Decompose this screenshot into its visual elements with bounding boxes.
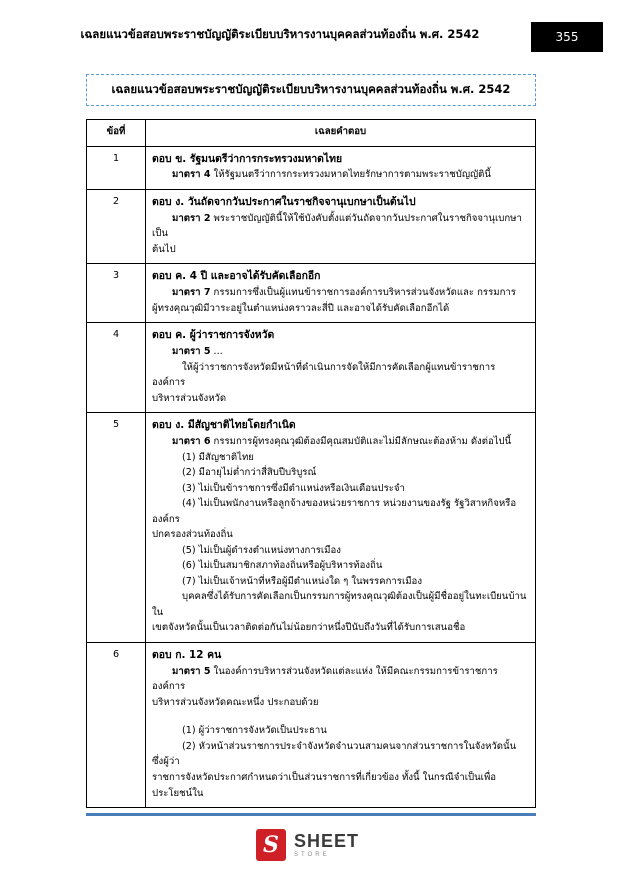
table-header	[87, 120, 536, 147]
footer-divider	[86, 813, 536, 816]
answer-line: ต้นไป	[152, 243, 176, 255]
answer-cell	[146, 189, 536, 263]
answer-line: (1) ผู้ว่าราชการจังหวัดเป็นประธาน	[182, 725, 327, 737]
answer-line: บุคคลซึ่งได้รับการคัดเลือกเป็นกรรมการผู้ทรงคุณวุฒิต้องเป็นผู้มีชื่ออยู่ในทะเบียนบ้านใน	[152, 591, 527, 618]
row-number: 2	[87, 189, 146, 263]
answer-cell	[146, 413, 536, 643]
row-number: 6	[87, 642, 146, 807]
answer-heading: ตอบ ข. รัฐมนตรีว่าการกระทรวงมหาดไทย	[152, 152, 343, 165]
answer-line: เขตจังหวัดนั้นเป็นเวลาติดต่อกันไม่น้อยกว่าหนึ่งปีนับถึงวันที่ได้รับการเสนอชื่อ	[152, 622, 466, 634]
answer-line-spacer	[152, 710, 529, 723]
answer-heading: ตอบ ค. 4 ปี และอาจได้รับคัดเลือกอีก	[152, 270, 321, 283]
answer-heading: ตอบ ง. วันถัดจากวันประกาศในราชกิจจานุเบกษาเป็นต้นไป	[152, 195, 416, 208]
table-body	[87, 146, 536, 808]
answer-line: (6) ไม่เป็นสมาชิกสภาท้องถิ่นหรือผู้บริหารท้องถิ่น	[182, 560, 383, 572]
table-row	[87, 264, 536, 323]
logo-text	[294, 832, 359, 858]
answer-line: (5) ไม่เป็นผู้ดำรงตำแหน่งทางการเมือง	[182, 544, 341, 556]
answer-heading: ตอบ ง. มีสัญชาติไทยโดยกำเนิด	[152, 419, 296, 432]
answer-line: (2) มีอายุไม่ต่ำกว่าสี่สิบปีบริบูรณ์	[182, 467, 317, 479]
column-header-number: ข้อที่	[87, 120, 146, 147]
section-reference: มาตรา 2	[172, 212, 211, 224]
answer-line: มาตรา 7 กรรมการซึ่งเป็นผู้แทนข้าราชการองค์การบริหารส่วนจังหวัดและ กรรมการ	[172, 287, 516, 299]
page-number: 355	[555, 30, 579, 44]
logo-subtext: STORE	[294, 852, 330, 858]
answer-line: มาตรา 6 กรรมการผู้ทรงคุณวุฒิต้องมีคุณสมบัติและไม่มีลักษณะต้องห้าม ดังต่อไปนี้	[172, 436, 512, 448]
column-header-answer: เฉลยคำตอบ	[146, 120, 536, 147]
answer-line: ราชการจังหวัดประกาศกำหนดว่าเป็นส่วนราชการที่เกี่ยวข้อง ทั้งนี้ ในกรณีจำเป็นเพื่อประโยชน์ใน	[152, 772, 497, 799]
answer-line: มาตรา 4 ให้รัฐมนตรีว่าการกระทรวงมหาดไทยรักษาการตามพระราชบัญญัตินี้	[172, 169, 491, 181]
header-title: เฉลยแนวข้อสอบพระราชบัญญัติระเบียบบริหารงานบุคคลส่วนท้องถิ่น พ.ศ. 2542	[80, 27, 480, 41]
answer-line: มาตรา 2 พระราชบัญญัตินี้ให้ใช้บังคับตั้งแต่วันถัดจากวันประกาศในราชกิจจานุเบกษาเป็น	[152, 212, 522, 240]
document-title-band	[86, 74, 536, 106]
answer-line: ผู้ทรงคุณวุฒิมีวาระอยู่ในตำแหน่งคราวละสี่ปี และอาจได้รับคัดเลือกอีกได้	[152, 302, 450, 314]
answer-line: มาตรา 5 ในองค์การบริหารส่วนจังหวัดแต่ละแห่ง ให้มีคณะกรรมการข้าราชการองค์การ	[152, 665, 498, 693]
answer-line: (2) หัวหน้าส่วนราชการประจำจังหวัดจำนวนสามคนจากส่วนราชการในจังหวัดนั้น ซึ่งผู้ว่า	[152, 740, 517, 768]
row-number: 5	[87, 413, 146, 643]
table-row	[87, 189, 536, 263]
row-number: 3	[87, 264, 146, 323]
row-number: 4	[87, 323, 146, 413]
answer-line: มาตรา 5 ...	[172, 346, 223, 358]
answer-cell	[146, 642, 536, 807]
answer-cell	[146, 323, 536, 413]
section-reference: มาตรา 5	[172, 665, 211, 677]
answer-heading: ตอบ ก. 12 คน	[152, 648, 222, 661]
table-header-row	[87, 120, 536, 147]
answer-line: ปกครองส่วนท้องถิ่น	[152, 529, 233, 541]
section-reference: มาตรา 4	[172, 169, 211, 181]
section-reference: มาตรา 7	[172, 287, 211, 299]
table-row	[87, 146, 536, 189]
answer-line: (4) ไม่เป็นพนักงานหรือลูกจ้างของหน่วยราชการ หน่วยงานของรัฐ รัฐวิสาหกิจหรือองค์กร	[152, 498, 517, 525]
answer-line: บริหารส่วนจังหวัด	[152, 392, 227, 404]
answer-line: ให้ผู้ว่าราชการจังหวัดมีหน้าที่ดำเนินการจัดให้มีการคัดเลือกผู้แทนข้าราชการ องค์การ	[152, 361, 496, 389]
answer-heading: ตอบ ค. ผู้ว่าราชการจังหวัด	[152, 329, 275, 342]
table-row	[87, 413, 536, 643]
answer-line: (3) ไม่เป็นข้าราชการซึ่งมีตำแหน่งหรือเงินเดือนประจำ	[182, 482, 405, 494]
logo-wordmark: SHEET	[294, 831, 360, 851]
table-row	[87, 323, 536, 413]
answer-line: บริหารส่วนจังหวัดคณะหนึ่ง ประกอบด้วย	[152, 696, 319, 708]
answer-line: (1) มีสัญชาติไทย	[182, 451, 254, 463]
answer-table	[86, 119, 536, 808]
footer-logo	[256, 828, 366, 862]
row-number: 1	[87, 146, 146, 189]
table-row	[87, 642, 536, 807]
section-reference: มาตรา 5	[172, 346, 211, 358]
answer-line: (7) ไม่เป็นเจ้าหน้าที่หรือผู้มีตำแหน่งใด ๆ ในพรรคการเมือง	[182, 575, 423, 587]
document-title: เฉลยแนวข้อสอบพระราชบัญญัติระเบียบบริหารงานบุคคลส่วนท้องถิ่น พ.ศ. 2542	[111, 82, 511, 96]
answer-cell	[146, 146, 536, 189]
section-reference: มาตรา 6	[172, 436, 211, 448]
answer-cell	[146, 264, 536, 323]
page-header	[0, 22, 621, 52]
logo-mark: S	[256, 829, 286, 861]
